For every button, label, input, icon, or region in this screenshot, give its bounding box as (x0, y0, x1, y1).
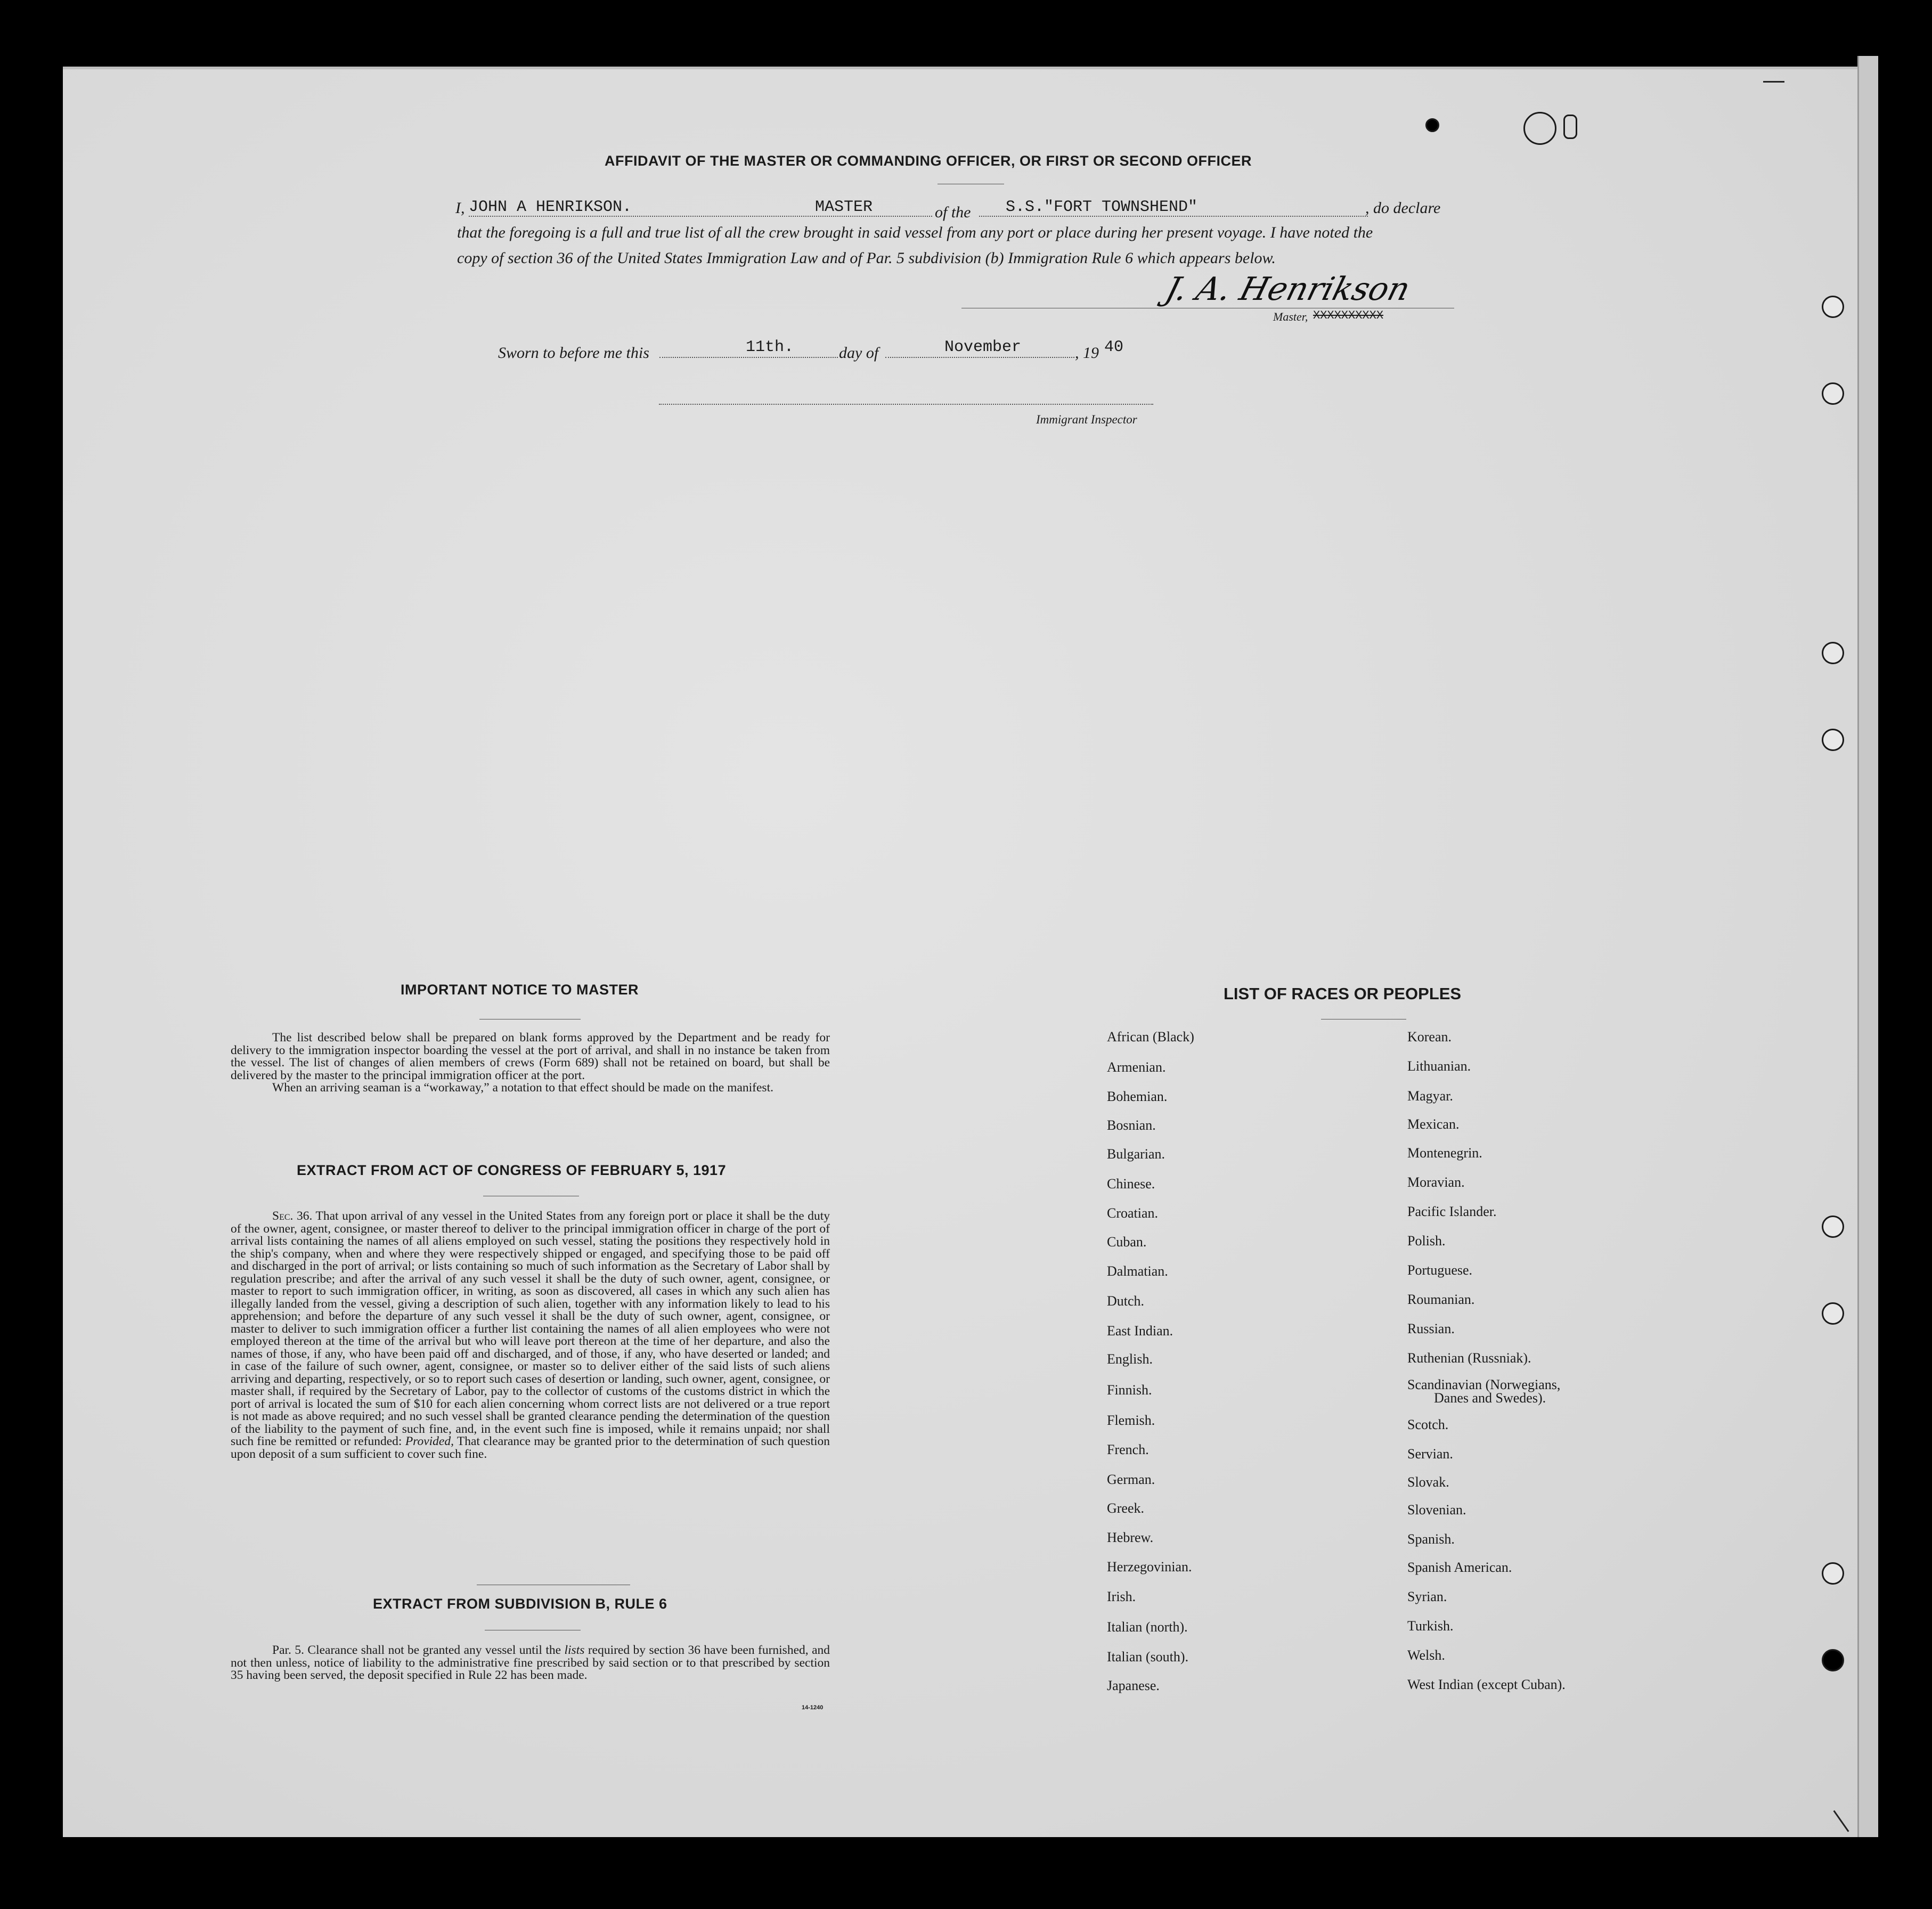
notice-title: IMPORTANT NOTICE TO MASTER (401, 982, 639, 998)
race-item: Bohemian. (1107, 1089, 1168, 1104)
rule-text-b: required by section 36 have been furnished, and not then unless, notice of liability to the administrative fine prescribed by said section or to that prescribed by section 35 having been served, the deposit specified in Rule 22 has been made. (231, 1643, 830, 1682)
notice-body (231, 1032, 830, 1095)
race-item: Welsh. (1407, 1647, 1445, 1663)
rule-extract-body (231, 1644, 830, 1682)
sworn-day-line (659, 357, 838, 358)
race-item: Finnish. (1107, 1382, 1152, 1398)
signature: J. A. Henrikson (1161, 271, 1414, 308)
race-item: Bulgarian. (1107, 1146, 1165, 1162)
race-item: Lithuanian. (1407, 1058, 1471, 1074)
race-item: East Indian. (1107, 1323, 1173, 1339)
race-item: Ruthenian (Russniak). (1407, 1350, 1531, 1366)
sworn-prefix: Sworn to before me this (498, 344, 649, 362)
race-item: Polish. (1407, 1233, 1446, 1249)
punch-hole-icon (1822, 642, 1844, 664)
race-item: Flemish. (1107, 1413, 1155, 1428)
affidavit-line1-prefix: I, (455, 199, 465, 217)
vessel-value: S.S."FORT TOWNSHEND" (1006, 198, 1198, 216)
affidavit-line2: that the foregoing is a full and true list of all the crew brought in said vessel from any port or place during her present voyage. I have noted the (457, 224, 1373, 241)
race-item: African (Black) (1107, 1029, 1194, 1045)
punch-hole-icon (1822, 1562, 1844, 1585)
form-number: 14-1240 (802, 1704, 824, 1711)
section-36-text: That upon arrival of any vessel in the United States from any foreign port or place it shall be the duty of the owner, agent, consignee, or master thereof to deliver to the principal immigration officer in charge of the port of arrival lists containing the names of all aliens employed on such vessel, stating the positions they respectively hold in the ship's company, when and where they were respectively shipped or engaged, and specifying those to be paid off and discharged in the port of arrival; or lists containing so much of such information as the Secretary of Labor shall by regulation prescribe; and after the arrival of any such vessel it shall be the duty of such owner, agent, consignee, or master to report to such immigration officer, in writing, as soon as discovered, all cases in which any such alien has illegally landed from the vessel, giving a description of such alien, together with any information likely to lead to his apprehension; and before the departure of any such vessel it shall be the duty of such owner, agent, consignee, or master to deliver to such immigration officer a further list containing the names of all alien employees who were not employed thereon at the time of the arrival but who will leave port thereon at the time of her departure, and also the names of those, if any, who have been paid off and discharged, and of those, if any, who have deserted or landed; and in case of the failure of such owner, agent, consignee, or master so to deliver either of the said lists of such aliens arriving and departing, respectively, or so to report such cases of desertion or landing, such owner, agent, consignee, or master shall, if required by the Secretary of Labor, pay to the collector of customs of the customs district in which the port of arrival is located the sum of $10 for each alien concerning whom correct lists are not delivered or a true report is not made as above required; and no such vessel shall be granted clearance pending the determination of the question of the liability to the payment of such fine, and, in the event such fine is imposed, while it remains unpaid; nor shall such fine be remitted or refunded: (231, 1209, 830, 1448)
race-item: Pacific Islander. (1407, 1204, 1497, 1219)
paper-sheet (63, 69, 1870, 1837)
race-item: Magyar. (1407, 1088, 1453, 1104)
act-extract-body (231, 1210, 830, 1461)
punch-hole-icon (1822, 1649, 1844, 1671)
year-suffix-value: 40 (1104, 338, 1124, 356)
race-item: Turkish. (1407, 1618, 1454, 1634)
race-item: Spanish American. (1407, 1560, 1512, 1575)
ink-mark-icon (1425, 118, 1439, 132)
sheet-right-edge (1857, 56, 1878, 1837)
race-item: Bosnian. (1107, 1117, 1156, 1133)
races-title: LIST OF RACES OR PEOPLES (1224, 984, 1462, 1003)
race-item: Slovak. (1407, 1474, 1449, 1490)
year-prefix: , 19 (1075, 344, 1099, 362)
race-item: Dalmatian. (1107, 1263, 1168, 1279)
punch-hole-icon (1822, 382, 1844, 405)
rank-value: MASTER (815, 198, 873, 216)
race-item: West Indian (except Cuban). (1407, 1677, 1566, 1692)
race-item: Greek. (1107, 1500, 1145, 1516)
punch-hole-icon (1822, 296, 1844, 318)
punch-hole-icon (1822, 1215, 1844, 1238)
race-item: Danes and Swedes). (1434, 1390, 1546, 1406)
race-item: Hebrew. (1107, 1530, 1154, 1545)
day-of-label: day of (839, 344, 879, 362)
sworn-month-value: November (944, 338, 1022, 356)
ink-mark-icon (1563, 115, 1577, 139)
race-item: Montenegrin. (1407, 1145, 1482, 1161)
race-item: German. (1107, 1472, 1155, 1487)
section-label: Sec. 36. (272, 1209, 313, 1223)
race-item: Herzegovinian. (1107, 1559, 1192, 1574)
notice-paragraph-2: When an arriving seaman is a “workaway,” a notation to that effect should be made on the manifest. (272, 1081, 773, 1095)
race-item: Mexican. (1407, 1116, 1460, 1132)
inspector-signature-line (659, 404, 1153, 405)
race-item: Japanese. (1107, 1678, 1160, 1693)
race-item: Slovenian. (1407, 1502, 1466, 1518)
section-36-tail: That clearance may be granted prior to the determination of such question upon deposit of a sum sufficient to cover such fine. (231, 1434, 830, 1461)
sworn-month-line (885, 357, 1074, 358)
race-item: Moravian. (1407, 1174, 1465, 1190)
race-item: Korean. (1407, 1029, 1452, 1045)
do-declare-label: , do declare (1365, 199, 1441, 217)
race-item: Armenian. (1107, 1059, 1166, 1075)
race-item: Portuguese. (1407, 1262, 1473, 1278)
sworn-day-value: 11th. (746, 338, 794, 356)
race-item: Russian. (1407, 1321, 1455, 1336)
race-item: Irish. (1107, 1589, 1136, 1604)
notice-paragraph-1: The list described below shall be prepared on blank forms approved by the Department and be ready for delivery to the immigration inspector boarding the vessel at the port of arrival, and shall in no instance be taken from the vessel. The list of changes of alien members of crews (Form 689) shall not be retained on board, but shall be delivered by the master to the principal immigration officer at the port. (231, 1031, 830, 1082)
struck-title: XXXXXXXXXX (1313, 309, 1384, 322)
punch-hole-icon (1822, 729, 1844, 751)
race-item: Dutch. (1107, 1293, 1145, 1309)
race-item: Servian. (1407, 1446, 1453, 1462)
master-name-value: JOHN A HENRIKSON. (469, 198, 632, 216)
race-item: French. (1107, 1442, 1149, 1457)
punch-hole-icon (1822, 1302, 1844, 1325)
race-item: Scotch. (1407, 1417, 1449, 1432)
lists-word: lists (564, 1643, 585, 1657)
affidavit-title: AFFIDAVIT OF THE MASTER OR COMMANDING OFFICER, OR FIRST OR SECOND OFFICER (605, 153, 1252, 169)
act-extract-title: EXTRACT FROM ACT OF CONGRESS OF FEBRUARY 5, 1917 (297, 1162, 727, 1178)
signature-caption: Master, (1273, 310, 1308, 323)
scan-mark (1763, 81, 1784, 83)
ink-mark-icon (1523, 112, 1556, 145)
inspector-caption: Immigrant Inspector (1036, 413, 1137, 426)
race-item: Croatian. (1107, 1205, 1159, 1221)
race-item: Scandinavian (Norwegians, (1407, 1377, 1561, 1392)
race-item: Cuban. (1107, 1234, 1147, 1250)
affidavit-line3: copy of section 36 of the United States Immigration Law and of Par. 5 subdivision (b) Immigration Rule 6 which appears below. (457, 249, 1276, 267)
race-item: Spanish. (1407, 1531, 1455, 1547)
vessel-line (979, 216, 1368, 217)
rule-text-a: Par. 5. Clearance shall not be granted any vessel until the (272, 1643, 561, 1657)
race-item: Syrian. (1407, 1589, 1447, 1604)
race-item: English. (1107, 1351, 1153, 1367)
of-the-label: of the (935, 203, 971, 221)
race-item: Chinese. (1107, 1176, 1155, 1192)
race-item: Italian (north). (1107, 1619, 1188, 1635)
rule-extract-title: EXTRACT FROM SUBDIVISION B, RULE 6 (373, 1596, 667, 1612)
race-item: Roumanian. (1407, 1292, 1475, 1307)
race-item: Italian (south). (1107, 1649, 1189, 1665)
provided-word: Provided, (405, 1434, 454, 1448)
